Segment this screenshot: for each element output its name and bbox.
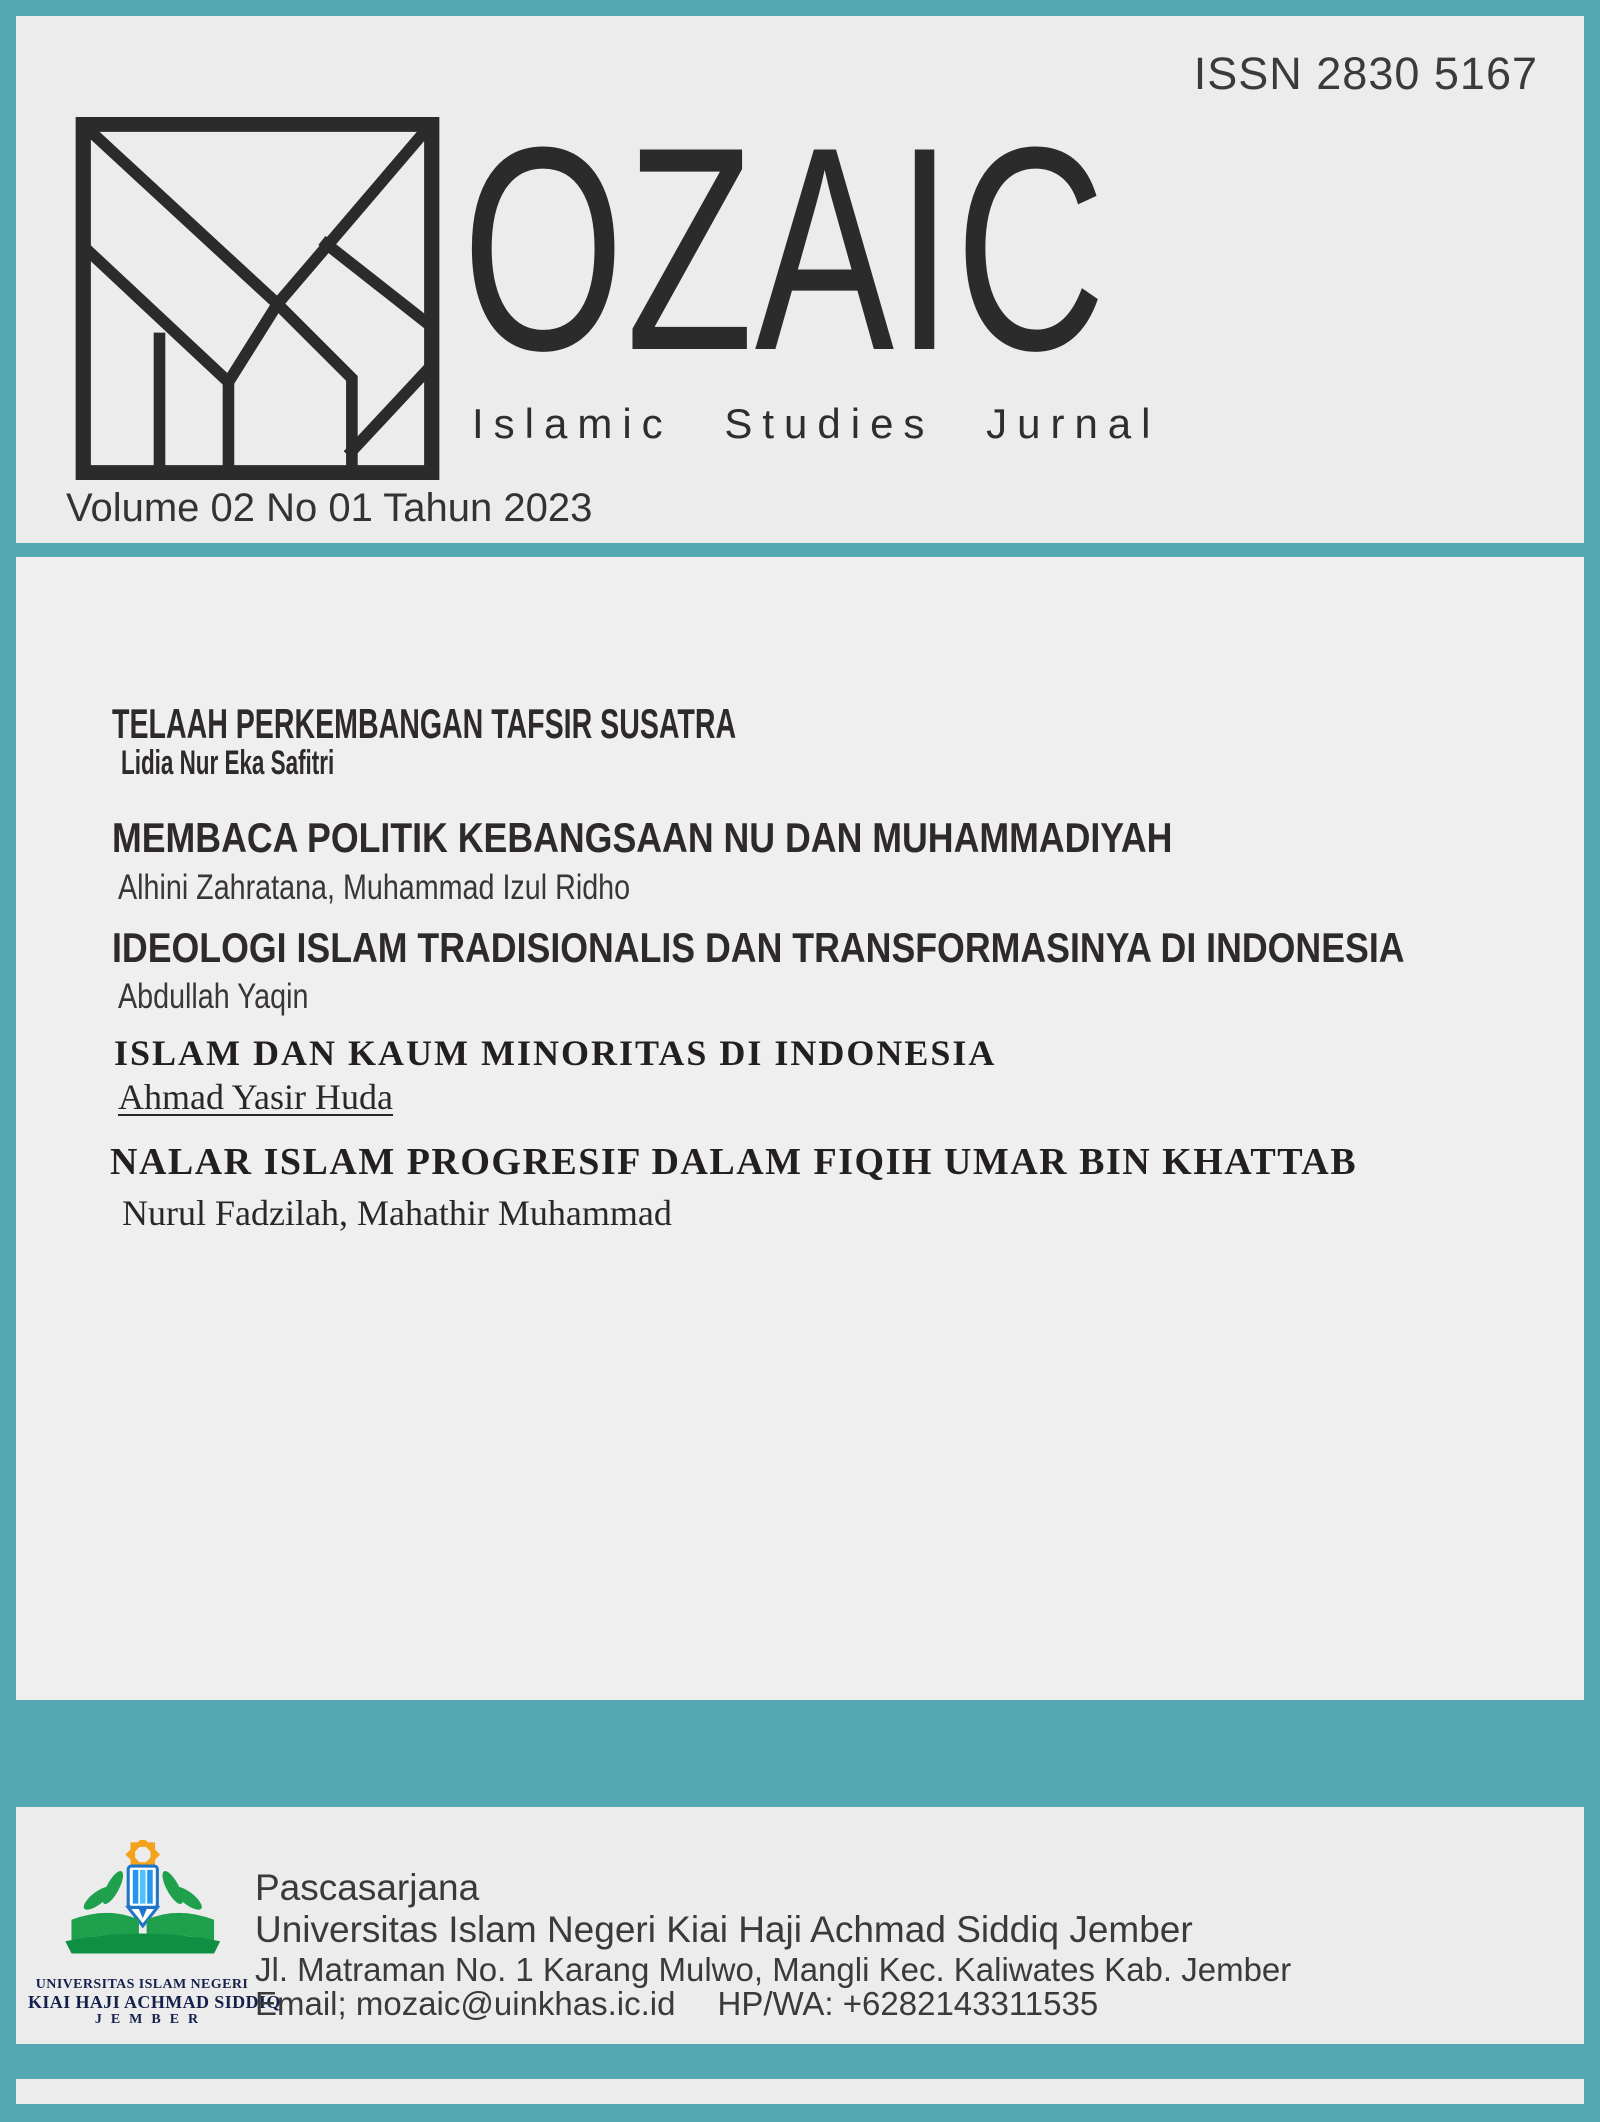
university-logo-icon — [50, 1840, 234, 1978]
footer-contact — [255, 1985, 1098, 2023]
article-title-2: MEMBACA POLITIK KEBANGSAAN NU DAN MUHAMMADIYAH — [112, 814, 1173, 861]
footer-email: Email; mozaic@uinkhas.ic.id — [255, 1985, 676, 2022]
mozaic-m-logo-icon — [75, 117, 440, 480]
pen-icon — [128, 1866, 157, 1926]
article-title-5: NALAR ISLAM PROGRESIF DALAM FIQIH UMAR BIN KHATTAB — [110, 1141, 1358, 1183]
footer-program: Pascasarjana — [255, 1867, 480, 1908]
article-authors-3: Abdullah Yaqin — [118, 977, 309, 1016]
issn-number: ISSN 2830 5167 — [1193, 48, 1538, 99]
m-logo-right-arm — [326, 244, 428, 324]
journal-subtitle: Islamic Studies Jurnal — [472, 400, 1161, 447]
wordmark-ozaic: OZAIC — [462, 87, 1108, 411]
article-title-3: IDEOLOGI ISLAM TRADISIONALIS DAN TRANSFORMASINYA DI INDONESIA — [112, 924, 1405, 971]
article-authors-2: Alhini Zahratana, Muhammad Izul Ridho — [118, 868, 631, 907]
m-logo-corner-diagonal — [352, 371, 426, 451]
footer-university: Universitas Islam Negeri Kiai Haji Achmad Siddiq Jember — [255, 1909, 1193, 1950]
star-ornament-icon — [129, 1840, 157, 1868]
footer-phone: HP/WA: +6282143311535 — [717, 1985, 1099, 2022]
article-title-4: ISLAM DAN KAUM MINORITAS DI INDONESIA — [114, 1033, 997, 1073]
university-name-line1: UNIVERSITAS ISLAM NEGERI — [35, 1977, 249, 1992]
article-authors-1: Lidia Nur Eka Safitri — [121, 744, 335, 782]
university-name-line3: JEMBER — [94, 2012, 208, 2027]
article-authors-4: Ahmad Yasir Huda — [118, 1077, 393, 1117]
article-title-1: TELAAH PERKEMBANGAN TAFSIR SUSATRA — [112, 700, 737, 747]
university-name-line2: KIAI HAJI ACHMAD SIDDIQ — [28, 1992, 281, 2012]
article-authors-5: Nurul Fadzilah, Mahathir Muhammad — [122, 1193, 672, 1233]
volume-info: Volume 02 No 01 Tahun 2023 — [66, 486, 593, 530]
footer-address: Jl. Matraman No. 1 Karang Mulwo, Mangli Kec. Kaliwates Kab. Jember — [255, 1951, 1292, 1988]
bottom-strip — [16, 2079, 1584, 2104]
m-logo-center-leg — [277, 304, 351, 469]
